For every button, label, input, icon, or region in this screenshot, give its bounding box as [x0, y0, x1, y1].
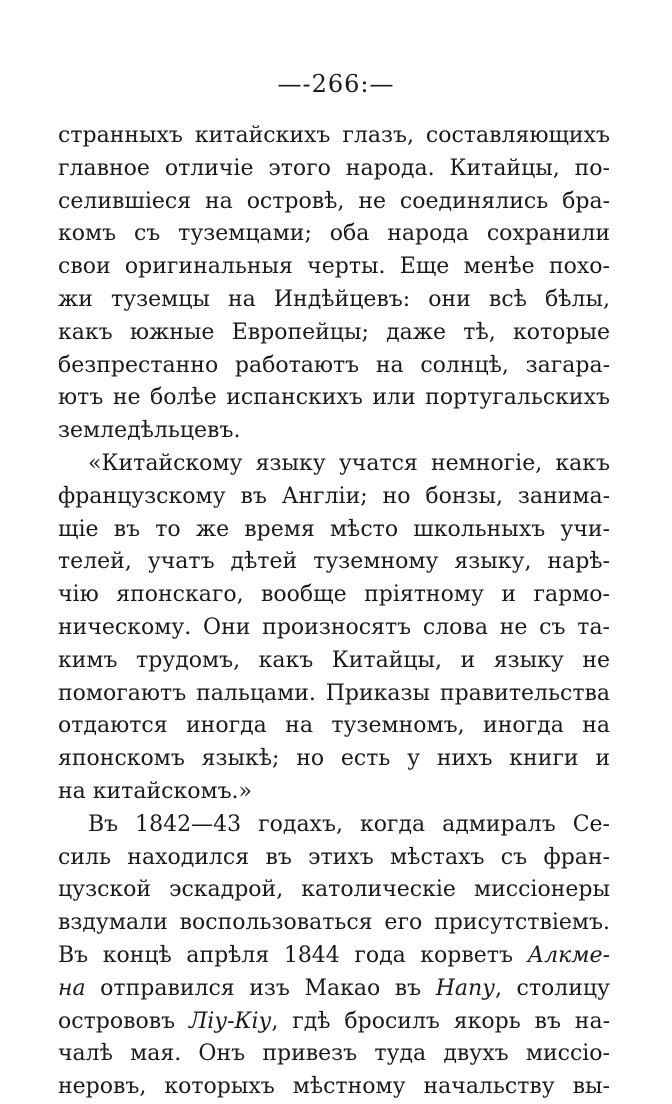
text-line: безпрестанно работаютъ на солнцѣ, загара- [58, 352, 610, 378]
text-run: , гдѣ бросилъ якорь въ на- [271, 1008, 610, 1034]
text-line: силь находился въ этихъ мѣстахъ съ фран- [58, 844, 610, 870]
text-line: отдаются иногда на туземномъ, иногда на [58, 713, 610, 739]
text-line: главное отличіе этого народа. Китайцы, по- [58, 155, 610, 181]
text-line: какъ южные Европейцы; даже тѣ, которые [58, 319, 610, 345]
text-run: острововъ [58, 1008, 189, 1034]
text-line: свои оригинальныя черты. Еще менѣе похо- [58, 254, 610, 280]
text-line: странныхъ китайскихъ глазъ, составляющихъ [58, 123, 610, 148]
place-name: Напу [435, 975, 495, 1001]
text-line [58, 940, 610, 973]
text-line: «Китайскому языку учатся немногіе, какъ [88, 450, 610, 476]
place-name: Ліу-Кіу [188, 1008, 272, 1034]
ship-name: на [58, 975, 86, 1001]
text-line: французскому въ Англіи; но бонзы, занима- [58, 483, 610, 509]
body-text [58, 120, 610, 1104]
text-line: щіе въ то же время мѣсто школьныхъ учи- [58, 516, 610, 542]
text-line: вздумали воспользоваться его присутствіемъ. [58, 910, 610, 936]
text-line: комъ съ туземцами; оба народа сохранили [58, 221, 610, 247]
ship-name: Алкме- [527, 942, 610, 968]
text-line: помогаютъ пальцами. Приказы правительства [58, 680, 610, 706]
text-line: телей, учатъ дѣтей туземному языку, нарѣ- [58, 549, 610, 575]
text-line: ническому. Они произносятъ слова не съ та- [58, 614, 610, 640]
text-run: Въ концѣ апрѣля 1844 года корветъ [58, 942, 528, 968]
text-line: ютъ не болѣе испанскихъ или португальскихъ [58, 385, 610, 411]
text-line: кимъ трудомъ, какъ Китайцы, и языку не [58, 647, 610, 673]
text-line: чію японскаго, вообще пріятному и гармо- [58, 582, 610, 608]
text-line: жи туземцы на Индѣйцевъ: они всѣ бѣлы, [58, 286, 610, 312]
text-line [58, 1006, 610, 1039]
page-number: —-266:— [277, 70, 395, 98]
text-line [58, 973, 610, 1006]
text-line: неровъ, которыхъ мѣстному начальству вы- [58, 1074, 610, 1100]
text-run: отправился изъ Макао въ [85, 975, 436, 1001]
text-line: цузской эскадрой, католическіе миссіонеры [58, 877, 610, 903]
text-line: селившіеся на островѣ, не соединялись бра- [58, 188, 610, 214]
text-line: земледѣльцевъ. [58, 418, 241, 444]
text-line: Въ 1842—43 годахъ, когда адмиралъ Се- [88, 811, 610, 837]
text-line: японскомъ языкѣ; но есть у нихъ книги и [58, 746, 610, 772]
text-line: на китайскомъ.» [58, 778, 253, 804]
text-line: чалѣ мая. Онъ привезъ туда двухъ миссіо- [58, 1041, 610, 1067]
text-run: , столицу [494, 975, 610, 1001]
